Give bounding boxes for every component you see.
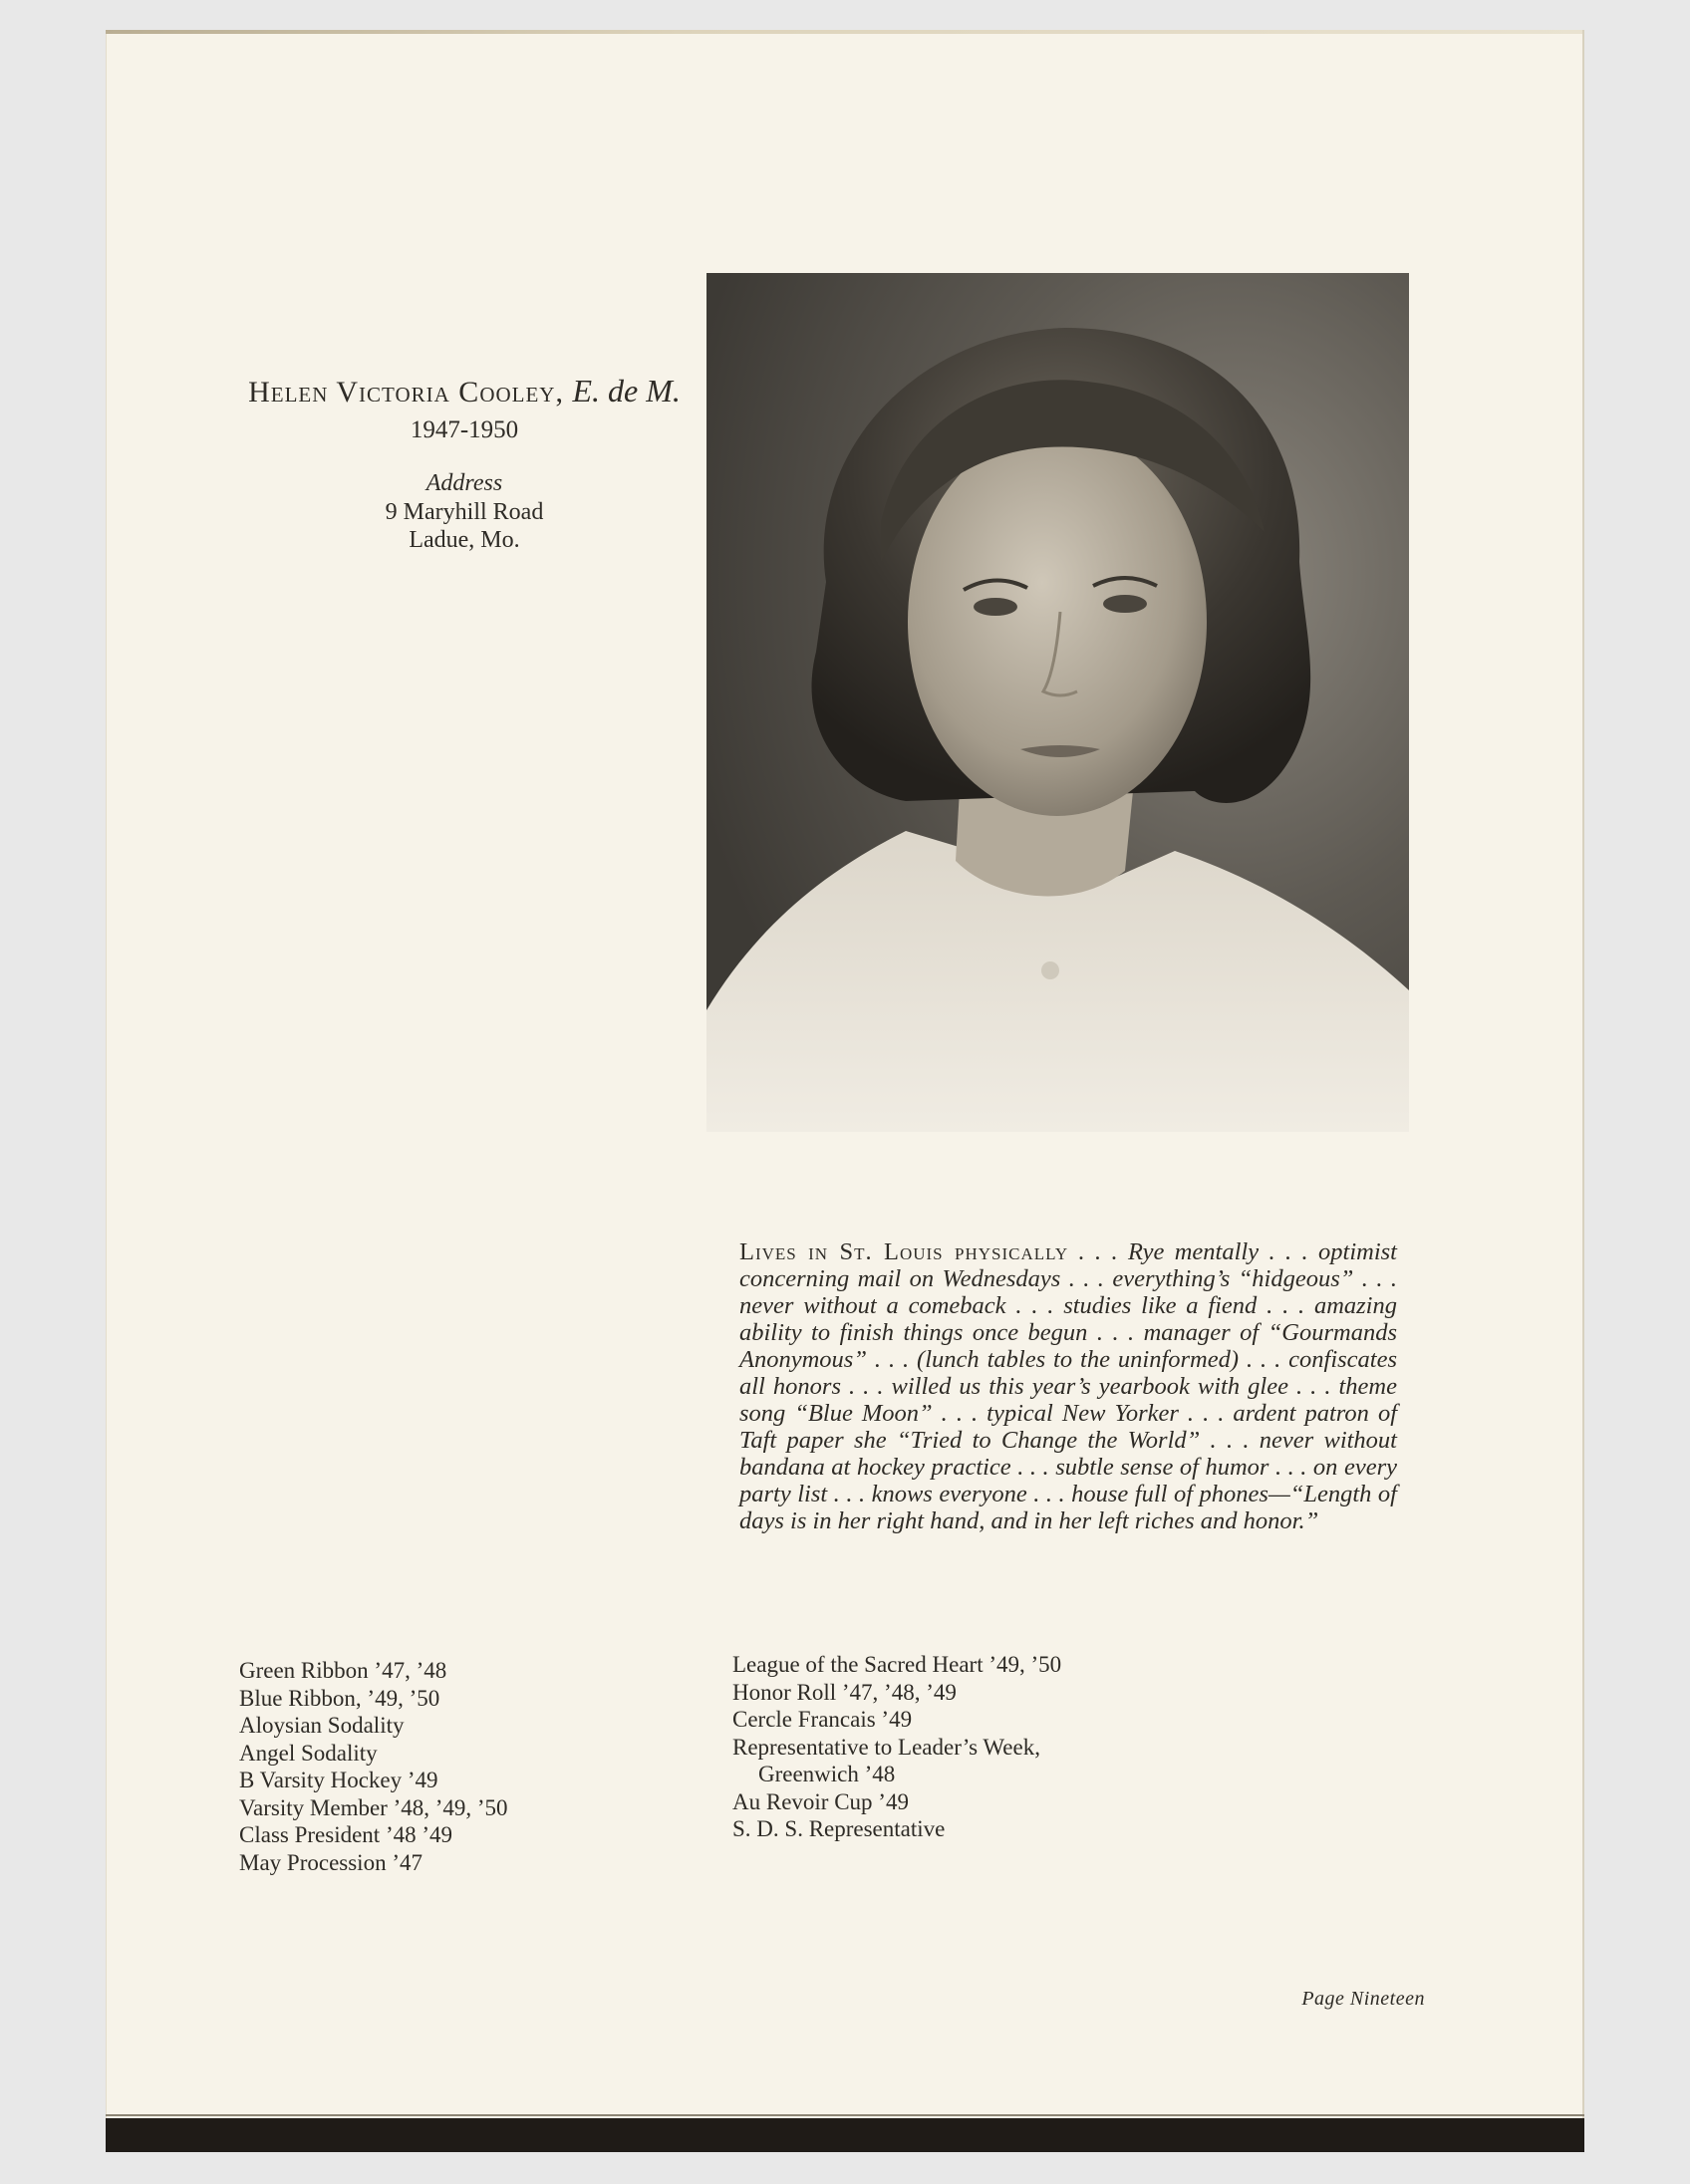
activity-item: Cercle Francais ’49 — [732, 1707, 913, 1732]
student-degree: E. de M. — [572, 373, 681, 409]
student-name: Helen Victoria Cooley, — [248, 376, 564, 409]
activities-left-list — [239, 1657, 508, 1876]
activities-right-list — [732, 1651, 1061, 1843]
activity-item: Green Ribbon ’47, ’48 — [239, 1658, 447, 1683]
page-bottom-rule — [106, 2114, 1584, 2116]
activity-item: Blue Ribbon, ’49, ’50 — [239, 1685, 440, 1711]
activity-item: League of the Sacred Heart ’49, ’50 — [732, 1652, 1062, 1677]
student-portrait-photo — [706, 273, 1409, 1132]
activity-item: Au Revoir Cup ’49 — [732, 1788, 909, 1814]
page-number: Page Nineteen — [1301, 1988, 1425, 2010]
page-right-edge — [1582, 30, 1584, 2152]
student-years: 1947-1950 — [410, 416, 519, 443]
bio-text: . . . Rye mentally . . . optimist concerning mail on Wednesdays . . . everything’s “hidgeous” . . . never without a comeback . . . studies like a fiend . . . amazing ability to finish things once begun . . . manager of “Gourmands Anonymous” . . . (lunch tables to the uninformed) . . . confiscates all honors . . . willed us this year’s yearbook with glee . . . theme song “Blue Moon” . . . typical New Yorker . . . ardent patron of Taft paper she “Tried to Change the World” . . . never without bandana at hockey practice . . . subtle sense of humor . . . on every party list . . . knows everyone . . . house full of phones—“Length of days is in her right hand, and in her left riches and honor.” — [739, 1237, 1397, 1534]
activity-item: Varsity Member ’48, ’49, ’50 — [239, 1794, 508, 1820]
activity-item: Honor Roll ’47, ’48, ’49 — [732, 1679, 957, 1705]
activity-item: B Varsity Hockey ’49 — [239, 1768, 438, 1792]
activity-item: Class President ’48 ’49 — [239, 1822, 453, 1847]
activity-item: Aloysian Sodality — [239, 1713, 405, 1738]
activity-item: Angel Sodality — [239, 1740, 378, 1766]
student-header — [150, 371, 778, 554]
yearbook-page — [106, 30, 1584, 2152]
activity-item-continuation: Greenwich ’48 — [758, 1762, 896, 1786]
address-label: Address — [425, 470, 503, 496]
student-bio — [739, 1238, 1397, 1534]
student-name-line — [150, 371, 778, 412]
bio-lead: Lives in St. Louis physically — [739, 1237, 1069, 1265]
page-bottom-strip — [106, 2118, 1584, 2152]
activity-item: S. D. S. Representative — [732, 1816, 946, 1841]
address-line-2: Ladue, Mo. — [409, 527, 520, 553]
activity-item: May Procession ’47 — [239, 1849, 422, 1875]
page-top-edge — [106, 30, 1584, 34]
activity-item: Representative to Leader’s Week, — [732, 1734, 1040, 1760]
address-line-1: 9 Maryhill Road — [385, 499, 544, 525]
